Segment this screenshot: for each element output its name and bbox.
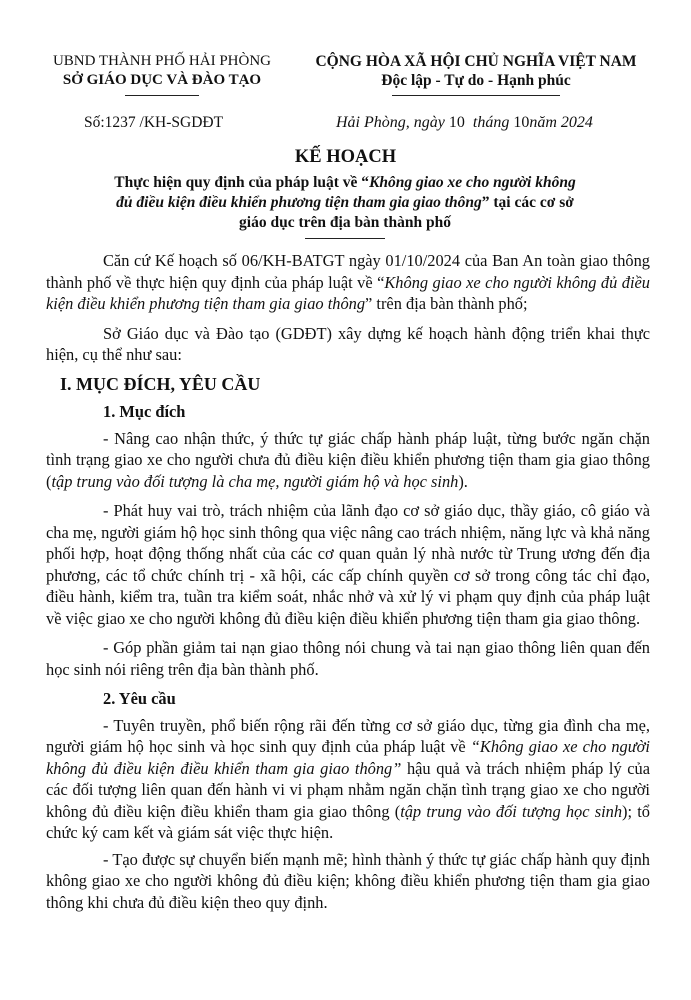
paragraph-requirement-2: - Tạo được sự chuyển biến mạnh mẽ; hình thành ý thức tự giác chấp hành quy định không giao xe cho người không đủ điều kiện; không điều khiển phương tiện tham gia giao thông khi chưa đủ điều kiện theo quy định. (46, 849, 650, 912)
paragraph-purpose-1 (46, 428, 650, 493)
paragraph-intro: Sở Giáo dục và Đào tạo (GDĐT) xây dựng kế hoạch hành động triển khai thực hiện, cụ thể như sau: (46, 323, 650, 364)
paragraph-purpose-3: - Góp phần giảm tai nạn giao thông nói chung và tai nạn giao thông liên quan đến học sinh nói riêng trên địa bàn thành phố. (46, 638, 650, 679)
issuing-authority (46, 52, 278, 96)
text-run-italic: “Không giao xe cho người không đủ điều kiện điều khiển tham gia giao thông” (46, 737, 650, 778)
document-subtitle (110, 173, 580, 239)
text-run-italic: tập trung vào đối tượng là cha mẹ, người giám hộ và học sinh (51, 471, 459, 491)
date-day: 10 (448, 114, 465, 131)
text-run: - Tuyên truyền, phổ biến rộng rãi đến từng cơ sở giáo dục, từng gia đình cha mẹ, người giám hộ học sinh và học sinh quy định của pháp luật về (46, 715, 650, 756)
document-number: Số:1237 /KH-SGDĐT (84, 114, 224, 131)
text-run-italic: Không giao xe cho người không đủ điều kiện điều khiển phương tiện tham gia giao thông (46, 272, 650, 313)
date-month-label: tháng (472, 114, 510, 131)
document-title: KẾ HOẠCH (294, 147, 397, 167)
national-header (286, 52, 666, 96)
text-run-italic: tập trung vào đối tượng học sinh (400, 801, 623, 821)
paragraph-requirement-1 (46, 715, 650, 844)
section-heading-1: I. MỤC ĐÍCH, YÊU CẦU (60, 373, 261, 394)
text-run: hậu quả và trách nhiệm pháp lý của các đối tượng liên quan đến hành vi vi phạm nhằm ngăn chặn tình trạng giao xe cho người không đủ điều kiện điều khiển tham gia giao thông ( (46, 758, 651, 821)
text-run: - Nâng cao nhận thức, ý thức tự giác chấp hành pháp luật, từng bước ngăn chặn tình trạng giao xe cho người chưa đủ điều kiện điều khiển phương tiện tham gia giao thông ( (46, 428, 650, 491)
subsection-heading-requirements: 2. Yêu cầu (103, 689, 176, 708)
subtitle-italic: Không giao xe cho người không đủ điều kiện điều khiển phương tiện tham gia giao thông (116, 174, 576, 211)
text-run: ). (458, 471, 468, 491)
national-motto: Độc lập - Tự do - Hạnh phúc (381, 72, 571, 89)
paragraph-legal-basis (46, 250, 650, 315)
document-body (46, 250, 650, 918)
subtitle-prefix: Thực hiện quy định của pháp luật về “ (114, 174, 370, 191)
title-underline (305, 238, 385, 239)
date-place: Hải Phòng, ngày (336, 114, 445, 131)
date-month: 10 (513, 114, 530, 131)
subtitle-suffix: ” tại các cơ sở giáo dục trên địa bàn thành phố (239, 194, 574, 231)
text-run: ); tổ chức ký cam kết và giám sát việc thực hiện. (46, 801, 651, 842)
motto-underline (392, 95, 560, 96)
org-underline (125, 95, 199, 96)
org-line-2: SỞ GIÁO DỤC VÀ ĐÀO TẠO (62, 72, 262, 88)
text-run: ” trên địa bàn thành phố; (365, 294, 528, 313)
date-line (336, 114, 593, 132)
date-year: năm 2024 (529, 114, 593, 131)
subsection-heading-purpose: 1. Mục đích (103, 402, 186, 421)
text-run: Căn cứ Kế hoạch số 06/KH-BATGT ngày 01/10/2024 của Ban An toàn giao thông thành phố về thực hiện quy định của pháp luật về “ (46, 251, 650, 292)
country-name: CỘNG HÒA XÃ HỘI CHỦ NGHĨA VIỆT NAM (315, 53, 637, 70)
org-line-1: UBND THÀNH PHỐ HẢI PHÒNG (52, 53, 272, 69)
paragraph-purpose-2: - Phát huy vai trò, trách nhiệm của lãnh đạo cơ sở giáo dục, thầy giáo, cô giáo và cha mẹ, người giám hộ học sinh thông qua việc nâng cao trách nhiệm, năng lực và khả năng phối hợp, hoạt động thống nhất của các cơ quan quản lý nhà nước từ Trung ương đến địa phương, các tổ chức chính trị - xã hội, các cấp chính quyền cơ sở trong công tác chỉ đạo, điều hành, kiểm tra, tuần tra kiểm soát, nhắc nhở và xử lý vi phạm quy định của pháp luật về việc giao xe cho người không đủ điều kiện điều khiển phương tiện tham gia giao thông. (46, 501, 650, 628)
